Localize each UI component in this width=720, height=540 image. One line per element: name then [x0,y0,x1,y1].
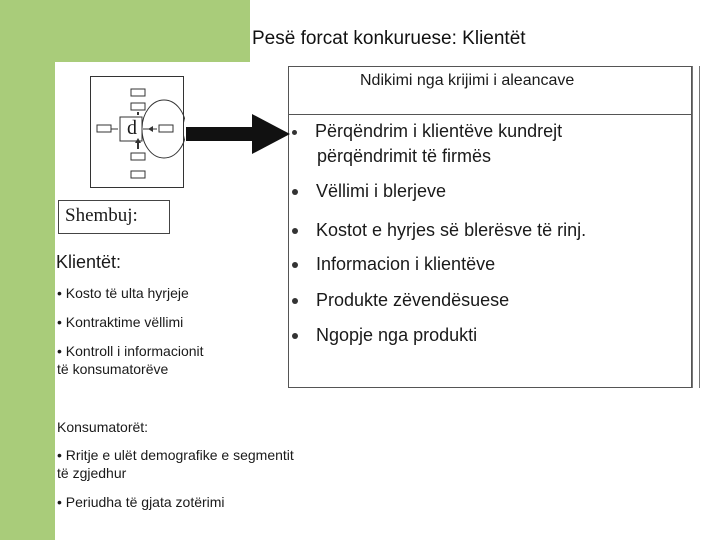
list-item-continuation: përqëndrimit të firmës [317,146,492,166]
consumers-heading: Konsumatorët: [57,419,149,435]
bullet-icon [292,298,298,304]
list-item: Ngopje nga produkti [292,324,477,346]
bullet-icon [292,189,298,195]
clients-heading: Klientët: [56,252,122,272]
influence-box-title: Ndikimi nga krijimi i aleancave [360,72,575,89]
consumer-item: • Rritje e ulët demografike e segmentit [57,447,294,463]
diagram-center-letter: d [127,117,137,139]
left-accent-bar [0,0,55,540]
bullet-icon [292,262,298,268]
list-item: Vëllimi i blerjeve [292,180,446,202]
slide-title: Pesë forcat konkuruese: Klientët [252,28,526,49]
list-item: Produkte zëvendësuese [292,289,509,311]
client-item: • Kontraktime vëllimi [57,314,184,330]
list-item: Informacion i klientëve [292,253,495,275]
bullet-icon [292,130,297,135]
list-item: Kostot e hyrjes së blerësve të rinj. [292,219,586,241]
top-accent-bar [0,0,250,62]
arrow-right-icon [186,114,290,158]
box-divider [289,114,693,115]
consumer-item: • Periudha të gjata zotërimi [57,494,225,510]
example-label: Shembuj: [58,200,170,234]
bullet-icon [292,333,298,339]
client-item: • Kontroll i informacionit [57,343,204,359]
consumer-item-continuation: të zgjedhur [57,465,127,481]
client-item: • Kosto të ulta hyrjeje [57,285,189,301]
five-forces-diagram-graphic [91,77,185,189]
box-side-rule [692,66,700,388]
bullet-icon [292,228,298,234]
client-item-continuation: të konsumatorëve [57,361,169,377]
list-item: Përqëndrim i klientëve kundrejt [292,120,562,142]
five-forces-diagram [90,76,184,188]
content-corner [55,62,85,92]
